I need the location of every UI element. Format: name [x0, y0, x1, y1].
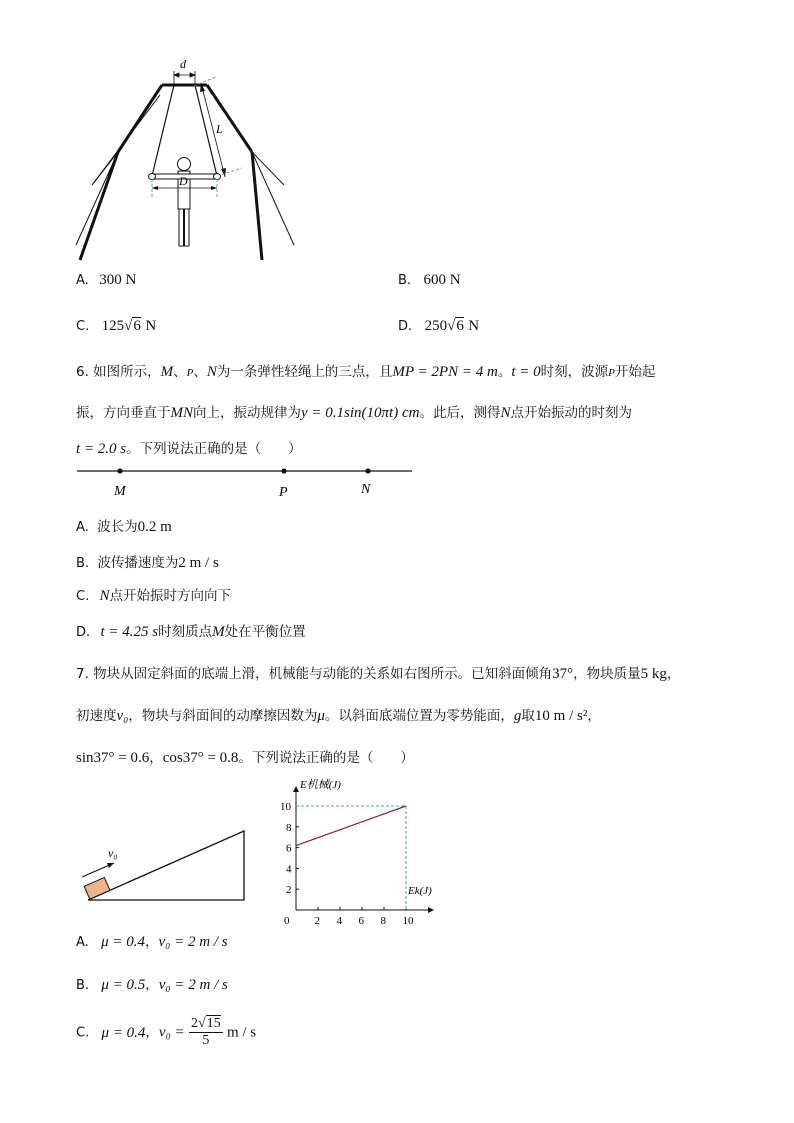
option-unit: N: [468, 318, 480, 334]
label-D: D: [179, 174, 188, 188]
option-letter: B.: [398, 273, 412, 288]
gymnast: [149, 158, 221, 247]
option-value-coef: 125: [101, 318, 125, 334]
y-tick-label: 6: [286, 842, 292, 855]
series-line: [296, 806, 406, 846]
rings-figure: [70, 55, 300, 267]
option-letter: C.: [76, 319, 90, 334]
q6-option-d[interactable]: D. t = 4.25 s时刻质点M处在平衡位置: [76, 624, 306, 640]
arrow-head: [107, 863, 114, 868]
option-value-radicand: 6: [456, 318, 464, 334]
label-M: M: [114, 484, 126, 499]
block: [84, 878, 110, 900]
energy-chart: [270, 772, 450, 927]
q5-option-a[interactable]: [76, 272, 136, 289]
q6-stem-line2: 振，方向垂直于MN向上，振动规律为y = 0.1sin(10πt) cm。此后，测得N点开始振动的时刻为: [76, 405, 632, 421]
option-letter: D.: [398, 319, 413, 334]
q6-stem-line3: t = 2.0 s。下列说法正确的是（ ）: [76, 441, 302, 457]
y-tick-label: 2: [286, 884, 292, 897]
x-axis-label: Ek(J): [408, 885, 432, 897]
incline-figure: [74, 825, 254, 905]
label-d: d: [180, 57, 186, 71]
x-tick-label: 10: [402, 915, 414, 927]
label-L: L: [216, 122, 223, 136]
q7-option-a[interactable]: A. μ = 0.4，v₀ = 2 m / s: [76, 934, 228, 950]
q5-option-b[interactable]: [398, 272, 461, 289]
label-P: P: [279, 485, 288, 500]
option-value: 600 N: [423, 272, 461, 288]
q5-option-c[interactable]: C. 125√6 N: [76, 318, 157, 334]
q6-rope-figure: [74, 460, 419, 502]
point-N: [365, 468, 370, 473]
option-value: 300 N: [99, 272, 137, 288]
x-tick-label: 0: [284, 915, 290, 927]
fraction: $\frac{2√15}{5}$: [190, 1016, 221, 1048]
x-tick-label: 8: [380, 915, 386, 927]
y-axis-label: E机械(J): [300, 779, 341, 791]
q7-stem-line2: 初速度v₀，物块与斜面间的动摩擦因数为μ。以斜面底端位置为零势能面，g取10 m / s²，: [76, 708, 601, 724]
q7-stem-line1: 7. 物块从固定斜面的底端上滑，机械能与动能的关系如右图所示。已知斜面倾角37°，物块质量5 kg，: [76, 666, 681, 682]
x-tick-label: 2: [314, 915, 320, 927]
chart-plot: [280, 786, 434, 927]
y-tick-label: 10: [280, 801, 291, 813]
option-unit: N: [145, 318, 157, 334]
q6-stem-line1: 6. 如图所示，M、P、N为一条弹性轻绳上的三点，且MP = 2PN = 4 m。t = 0时刻，波源P开始起: [76, 364, 656, 380]
label-N: N: [361, 482, 371, 497]
option-letter: A.: [76, 273, 89, 288]
point-P: [281, 468, 286, 473]
label-v0: v₀: [108, 846, 118, 860]
q7-option-c[interactable]: C. μ = 0.4，v₀ = $\frac{2√15}{5}$ m / s: [76, 1016, 257, 1048]
q6-option-c[interactable]: C. N点开始振时方向向下: [76, 588, 232, 604]
q7-option-b[interactable]: B. μ = 0.5，v₀ = 2 m / s: [76, 977, 228, 993]
q6-option-a[interactable]: A. 波长为0.2 m: [76, 519, 172, 535]
y-tick-label: 4: [286, 863, 292, 876]
x-tick-label: 6: [358, 915, 364, 927]
y-axis-arrow: [293, 786, 299, 792]
y-tick-label: 8: [286, 821, 292, 834]
q6-option-b[interactable]: B. 波传播速度为2 m / s: [76, 555, 219, 571]
option-value-coef: 250: [424, 318, 448, 334]
d-dimension: [174, 71, 195, 85]
q7-stem-line3: sin37° = 0.6，cos37° = 0.8。下列说法正确的是（ ）: [76, 750, 414, 766]
q5-option-d[interactable]: D. 250√6 N: [398, 318, 480, 334]
option-value-radicand: 6: [133, 318, 141, 334]
x-axis-arrow: [428, 907, 434, 913]
x-tick-label: 4: [336, 915, 342, 927]
point-M: [117, 468, 122, 473]
